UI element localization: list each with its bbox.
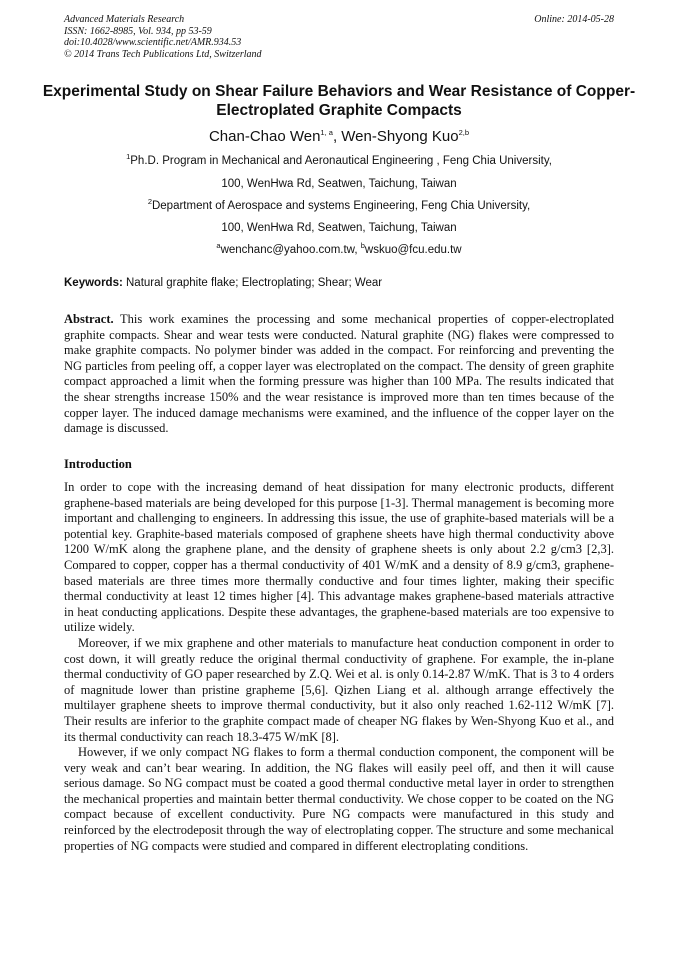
copyright-line: © 2014 Trans Tech Publications Ltd, Switzerland xyxy=(64,48,262,60)
email-a-sup: a xyxy=(216,241,221,251)
email-line xyxy=(40,241,638,256)
intro-paragraph-2: Moreover, if we mix graphene and other materials to manufacture heat conduction component in order to cost down, it will greatly reduce the original thermal conductivity of graphene. For example, the in-plane thermal conductivity of GO paper researched by Z.Q. Wei et al. is only 0.14-2.87 W/mK. That is 3 to 4 orders of magnitude lower than pristine grapheme [5,6]. Qizhen Liang et al. although arrange effectively the multilayer graphene sheets to improve thermal conductivity, but it also only reached 1.62-112 W/mK [7]. Their results are inferior to the graphite compact made of cheaper NG flakes by Wen-Shyong Kuo et al., and its thermal conductivity can reach 18.3-475 W/mK [8]. xyxy=(64,635,614,744)
aff1-sup: 1 xyxy=(126,152,131,162)
journal-header xyxy=(64,14,614,60)
author-1-sup: 1, a xyxy=(320,128,333,137)
author-2: Wen-Shyong Kuo xyxy=(341,128,459,145)
email-a: wenchanc@yahoo.com.tw, xyxy=(220,244,361,256)
aff2-sup: 2 xyxy=(147,197,152,207)
authors-line xyxy=(40,128,638,145)
affiliation-2-line-1 xyxy=(40,197,638,212)
doi-line: doi:10.4028/www.scientific.net/AMR.934.53 xyxy=(64,37,242,48)
abstract-label: Abstract. xyxy=(64,312,114,326)
keywords-text: Natural graphite flake; Electroplating; Shear; Wear xyxy=(122,277,383,289)
author-separator: , xyxy=(332,128,342,145)
affiliation-1-line-2: 100, WenHwa Rd, Seatwen, Taichung, Taiwan xyxy=(221,178,457,190)
aff1-text: Ph.D. Program in Mechanical and Aeronautical Engineering , Feng Chia University, xyxy=(130,155,552,167)
keywords xyxy=(64,277,614,289)
journal-name: Advanced Materials Research xyxy=(64,14,185,25)
author-2-sup: 2,b xyxy=(458,128,470,137)
email-b: wskuo@fcu.edu.tw xyxy=(364,244,462,256)
introduction-body xyxy=(64,480,614,854)
affiliation-1-line-1 xyxy=(40,152,638,167)
email-b-sup: b xyxy=(360,241,365,251)
abstract-text: This work examines the processing and some mechanical properties of copper-electroplated graphite compacts. Shear and wear tests were conducted. Natural graphite (NG) flakes were compressed to make graphite compacts. No polymer binder was added in the compact. For reinforcing and preventing the NG particles from peeling off, a copper layer was electroplated on the compact. The density of green graphite compact approached a limit when the forming pressure was higher than 100 MPa. The results indicated that the shear strengths increase 150% and the wear resistance is improved more than ten times because of the copper layer. The induced damage mechanisms were examined, and the influence of the copper layer on the damage is discussed. xyxy=(64,312,614,436)
online-date: Online: 2014-05-28 xyxy=(534,14,614,25)
author-1: Chan-Chao Wen xyxy=(208,128,321,145)
section-heading-introduction: Introduction xyxy=(64,457,132,471)
issn-line: ISSN: 1662-8985, Vol. 934, pp 53-59 xyxy=(64,25,212,37)
keywords-label: Keywords: xyxy=(64,277,123,289)
intro-paragraph-3: However, if we only compact NG flakes to form a thermal conduction component, the component will be very weak and can’t bear wearing. In addition, the NG flakes will easily peel off, and then it will cause serious damage. So NG compact must be coated a good thermal conductive metal layer in order to strengthen the mechanical properties and maintain better thermal conductivity. We chose copper to be coated on the NG compact because of excellent conductivity. Pure NG compacts were manufactured in this study and reinforced by the electrodeposit through the way of electroplating copper. The structure and some mechanical properties of NG compacts were studied and compared in different electroplating conditions. xyxy=(64,745,614,853)
aff2-text: Department of Aerospace and systems Engineering, Feng Chia University, xyxy=(151,200,531,212)
paper-title: Experimental Study on Shear Failure Behaviors and Wear Resistance of Copper-Electroplated Graphite Compacts xyxy=(42,83,636,119)
abstract xyxy=(64,312,614,437)
intro-paragraph-1: In order to cope with the increasing demand of heat dissipation for many electronic products, different graphene-based materials are being developed for this purpose [1-3]. Thermal management is becoming more important and challenging to engineers. In addressing this issue, the use of graphite-based materials will be a potential key. Graphite-based materials composed of graphene sheets have high thermal conductivity above 1200 W/mK along the graphene plane, and the density of graphene sheets is only about 2.2 g/cm3 [2,3]. Compared to copper, copper has a thermal conductivity of 401 W/mK and a density of 8.9 g/cm3, graphene-based materials are three times more thermally conductive and four times lighter, making their specific thermal conductivity at least 12 times higher [4]. This advantage makes graphene-based materials attractive in heat conducting applications. Despite these advantages, the graphene-based materials are too expensive to utilize widely. xyxy=(64,480,614,635)
affiliation-2-line-2: 100, WenHwa Rd, Seatwen, Taichung, Taiwan xyxy=(221,222,457,234)
